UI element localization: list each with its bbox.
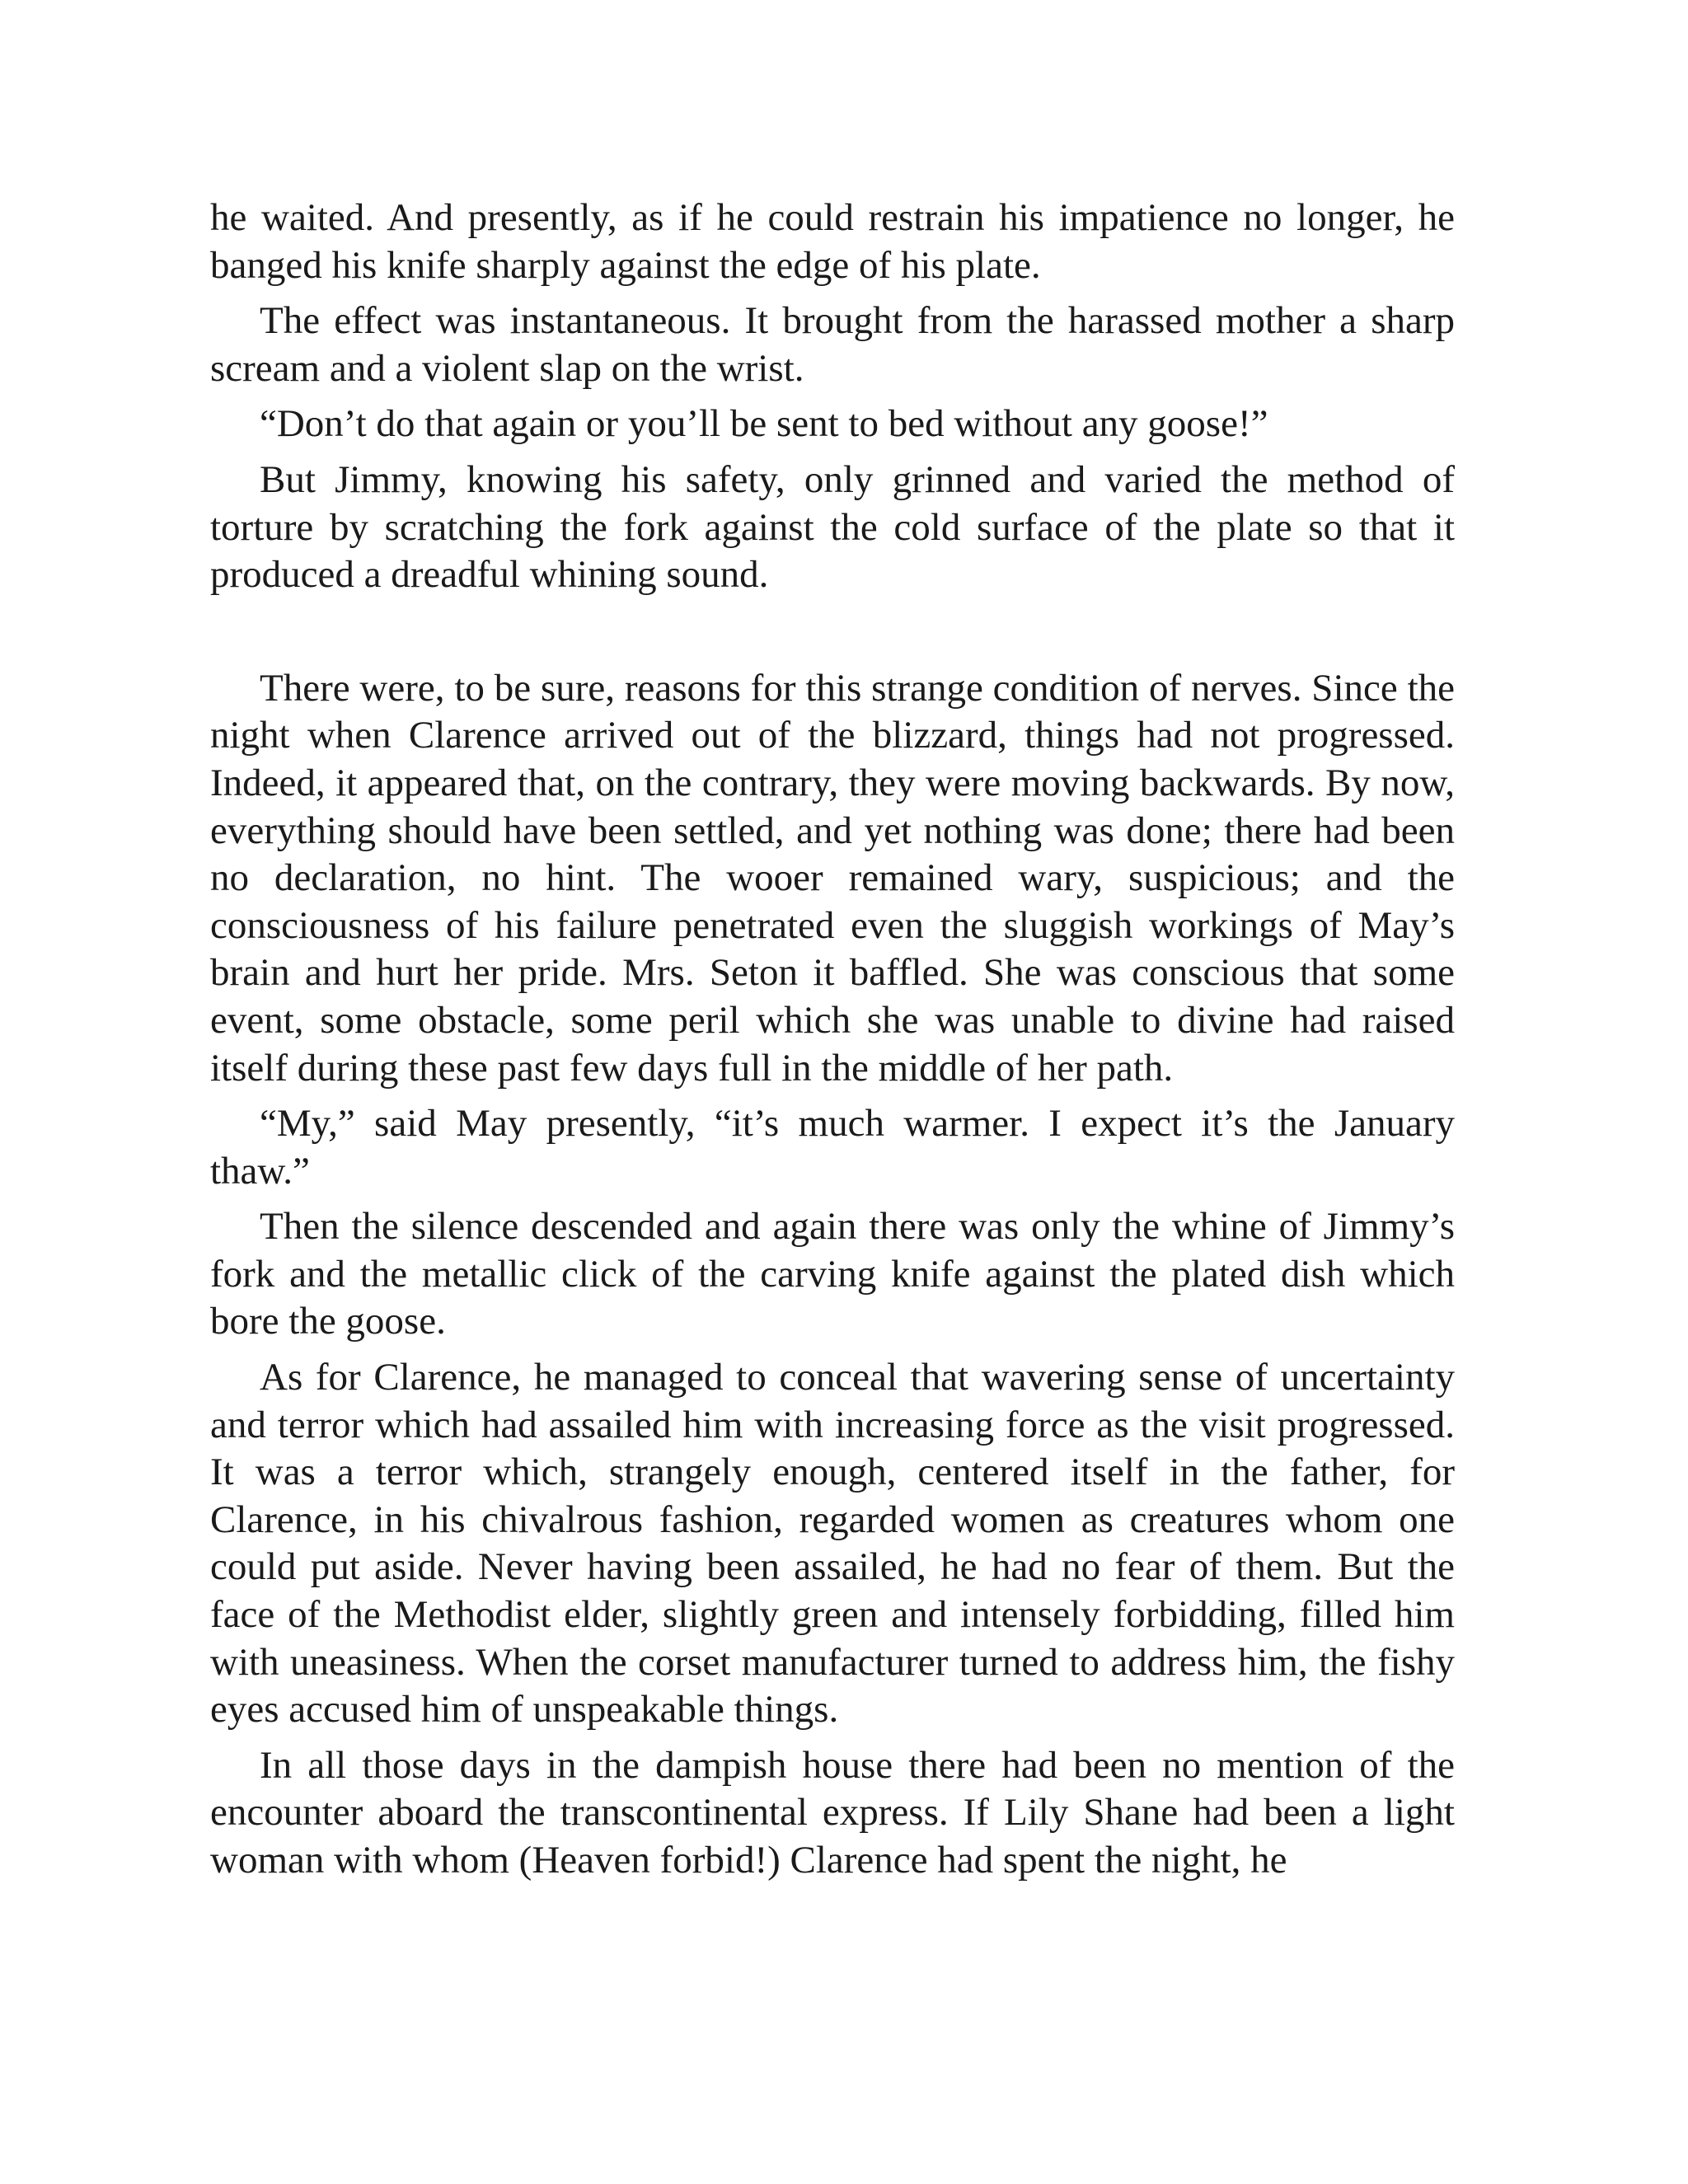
paragraph: There were, to be sure, reasons for this strange condition of nerves. Since the night when Clarence arrived out of the blizzard, things had not progressed. Indeed, it appeared that, on the contrary, they were moving backwards. By now, everything should have been settled, and yet nothing was done; there had been no declaration, no hint. The wooer remained wary, suspicious; and the consciousness of his failure penetrated even the sluggish workings of May’s brain and hurt her pride. Mrs. Seton it baffled. She was conscious that some event, some obstacle, some peril which she was unable to divine had raised itself during these past few days full in the middle of her path. [210, 666, 1455, 1090]
paragraph: In all those days in the dampish house there had been no mention of the encounter aboard the transcontinental express. If Lily Shane had been a light woman with whom (Heaven forbid!) Clarence had spent the night, he [210, 1743, 1455, 1882]
paragraph: But Jimmy, knowing his safety, only grinned and varied the method of torture by scratching the fork against the cold surface of the plate so that it produced a dreadful whining sound. [210, 457, 1455, 597]
page-text [210, 194, 1455, 1893]
paragraph: As for Clarence, he managed to conceal that wavering sense of uncertainty and terror which had assailed him with increasing force as the visit progressed. It was a terror which, strangely enough, centered itself in the father, for Clarence, in his chivalrous fashion, regarded women as creatures whom one could put aside. Never having been assailed, he had no fear of them. But the face of the Methodist elder, slightly green and intensely forbidding, filled him with uneasiness. When the corset manufacturer turned to address him, the fishy eyes accused him of unspeakable things. [210, 1356, 1455, 1732]
paragraph: “My,” said May presently, “it’s much warmer. I expect it’s the January thaw.” [210, 1102, 1455, 1193]
paragraph: The effect was instantaneous. It brought from the harassed mother a sharp scream and a violent slap on the wrist. [210, 299, 1455, 390]
paragraph: Then the silence descended and again there was only the whine of Jimmy’s fork and the metallic click of the carving knife against the plated dish which bore the goose. [210, 1205, 1455, 1343]
section-break [210, 607, 1455, 665]
paragraph: “Don’t do that again or you’ll be sent to bed without any goose!” [260, 402, 1268, 446]
paragraph: he waited. And presently, as if he could restrain his impatience no longer, he banged his knife sharply against the edge of his plate. [210, 196, 1455, 287]
